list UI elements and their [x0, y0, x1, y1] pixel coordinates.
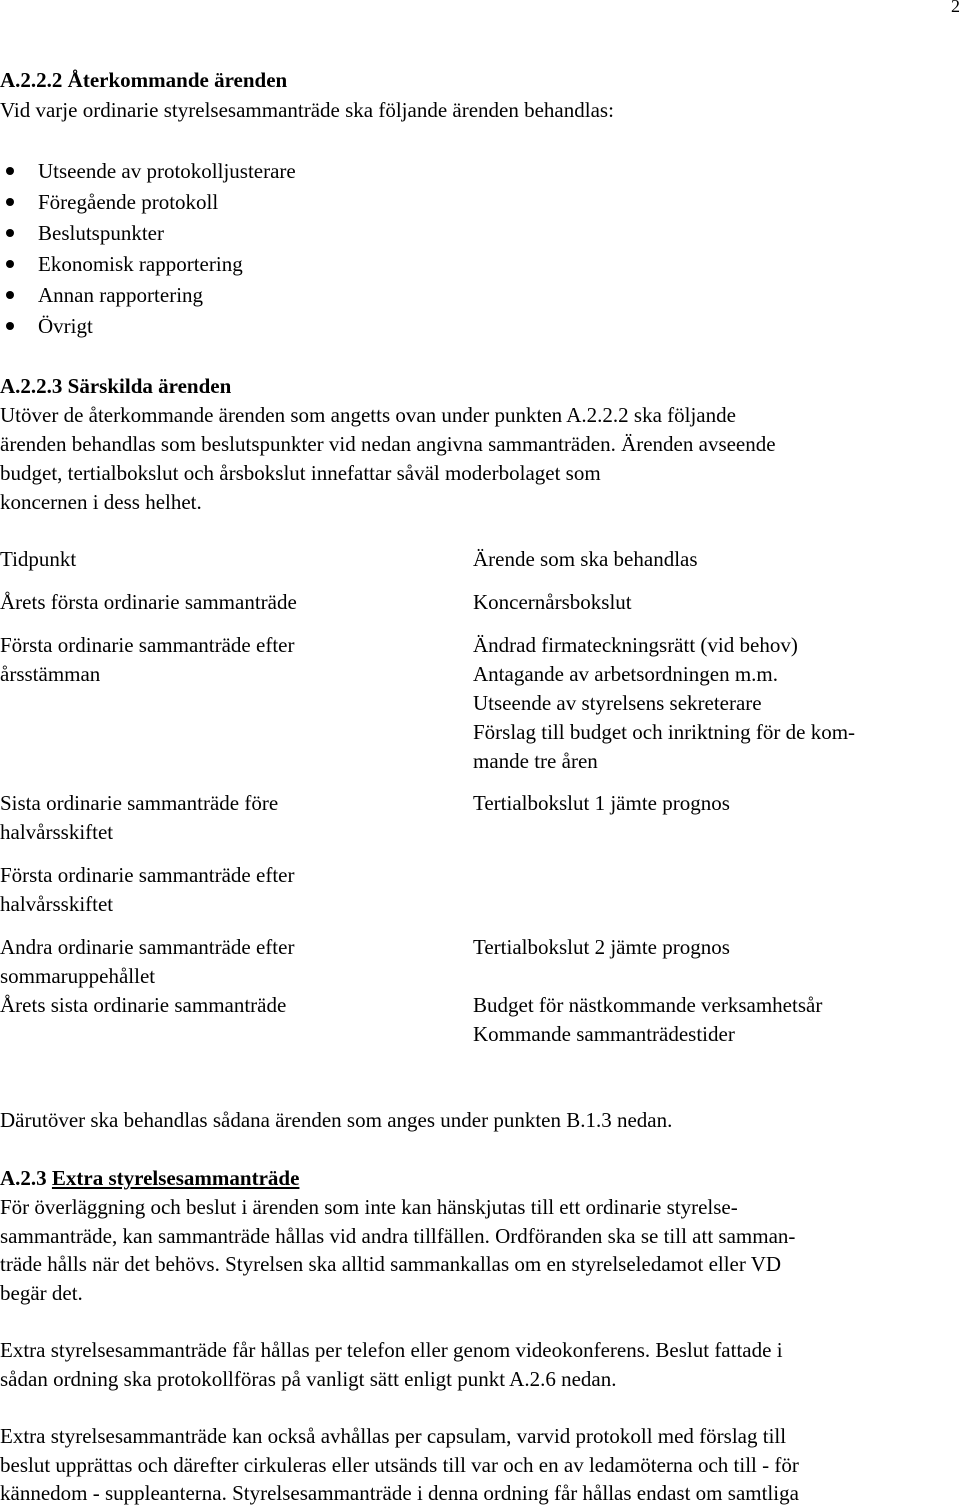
recurring-intro: Vid varje ordinarie styrelsesammanträde ska följande ärenden behandlas:	[0, 98, 614, 122]
section-number: A.2.2.2	[0, 68, 63, 92]
section-heading-special	[0, 372, 231, 400]
list-item-text: Beslutspunkter	[38, 221, 164, 245]
table-cell-time: halvårsskiftet	[0, 820, 114, 844]
table-cell-matter: Antagande av arbetsordningen m.m.	[473, 662, 778, 686]
table-cell-matter: Utseende av styrelsens sekreterare	[473, 691, 762, 715]
table-cell-matter: Tertialbokslut 1 jämte prognos	[473, 791, 730, 815]
table-cell-time: sommaruppehållet	[0, 964, 156, 988]
table-cell-time: Sista ordinarie sammanträde före	[0, 791, 279, 815]
paragraph-line: begär det.	[0, 1281, 83, 1305]
page-number: 2	[951, 0, 960, 16]
bullet-icon	[6, 260, 14, 268]
paragraph-line: träde hålls när det behövs. Styrelsen ska alltid sammankallas om en styrelseledamot eller VD	[0, 1252, 782, 1276]
paragraph-line: Extra styrelsesammanträde får hållas per telefon eller genom videokonferens. Beslut fattade i	[0, 1338, 783, 1362]
paragraph-line: koncernen i dess helhet.	[0, 490, 202, 514]
section-heading-recurring	[0, 66, 287, 94]
table-cell-matter: Budget för nästkommande verksamhetsår	[473, 993, 823, 1017]
table-cell-matter: Koncernårsbokslut	[473, 590, 632, 614]
section-title: Återkommande ärenden	[67, 68, 288, 92]
table-cell-time: Andra ordinarie sammanträde efter	[0, 935, 295, 959]
table-cell-matter: Kommande sammanträdestider	[473, 1022, 735, 1046]
bullet-icon	[6, 322, 14, 330]
list-item-text: Ekonomisk rapportering	[38, 252, 243, 276]
bullet-icon	[6, 291, 14, 299]
paragraph-line: sådan ordning ska protokollföras på vanligt sätt enligt punkt A.2.6 nedan.	[0, 1367, 617, 1391]
column-header-time: Tidpunkt	[0, 547, 77, 571]
table-cell-matter: mande tre åren	[473, 749, 598, 773]
paragraph-line: För överläggning och beslut i ärenden som inte kan hänskjutas till ett ordinarie styrelse-	[0, 1195, 738, 1219]
list-item-text: Annan rapportering	[38, 283, 204, 307]
paragraph-line: beslut upprättas och därefter cirkuleras eller utsänds till var och en av ledamöterna och till - för	[0, 1453, 799, 1477]
paragraph-line: Extra styrelsesammanträde kan också avhållas per capsulam, varvid protokoll med förslag till	[0, 1424, 787, 1448]
section-title: Särskilda ärenden	[67, 374, 232, 398]
table-cell-time: Årets första ordinarie sammanträde	[0, 590, 297, 614]
table-cell-matter: Tertialbokslut 2 jämte prognos	[473, 935, 730, 959]
section-title: Extra styrelsesammanträde	[51, 1166, 300, 1190]
table-cell-time: Första ordinarie sammanträde efter	[0, 633, 295, 657]
list-item-text: Övrigt	[38, 314, 93, 338]
paragraph-line: Utöver de återkommande ärenden som angetts ovan under punkten A.2.2.2 ska följande	[0, 403, 736, 427]
paragraph-line: ärenden behandlas som beslutspunkter vid nedan angivna sammanträden. Ärenden avseende	[0, 432, 776, 456]
list-item-text: Föregående protokoll	[38, 190, 219, 214]
table-cell-matter: Förslag till budget och inriktning för de kom-	[473, 720, 856, 744]
column-header-matter: Ärende som ska behandlas	[473, 547, 698, 571]
table-cell-time: Första ordinarie sammanträde efter	[0, 863, 295, 887]
table-cell-time: halvårsskiftet	[0, 892, 114, 916]
section-number: A.2.3	[0, 1166, 47, 1190]
paragraph-line: kännedom - suppleanterna. Styrelsesammanträde i denna ordning får hållas endast om samtliga	[0, 1481, 799, 1505]
paragraph-line: sammanträde, kan sammanträde hållas vid andra tillfällen. Ordföranden ska se till att samman-	[0, 1224, 796, 1248]
after-table-text: Därutöver ska behandlas sådana ärenden som anges under punkten B.1.3 nedan.	[0, 1108, 673, 1132]
bullet-icon	[6, 198, 14, 206]
paragraph-line: budget, tertialbokslut och årsbokslut innefattar såväl moderbolaget som	[0, 461, 601, 485]
section-number: A.2.2.3	[0, 374, 63, 398]
section-heading-extra	[0, 1164, 299, 1192]
table-cell-time: Årets sista ordinarie sammanträde	[0, 993, 287, 1017]
bullet-icon	[6, 167, 14, 175]
table-cell-time: årsstämman	[0, 662, 101, 686]
table-cell-matter: Ändrad firmateckningsrätt (vid behov)	[473, 633, 798, 657]
bullet-icon	[6, 229, 14, 237]
list-item-text: Utseende av protokolljusterare	[38, 159, 296, 183]
